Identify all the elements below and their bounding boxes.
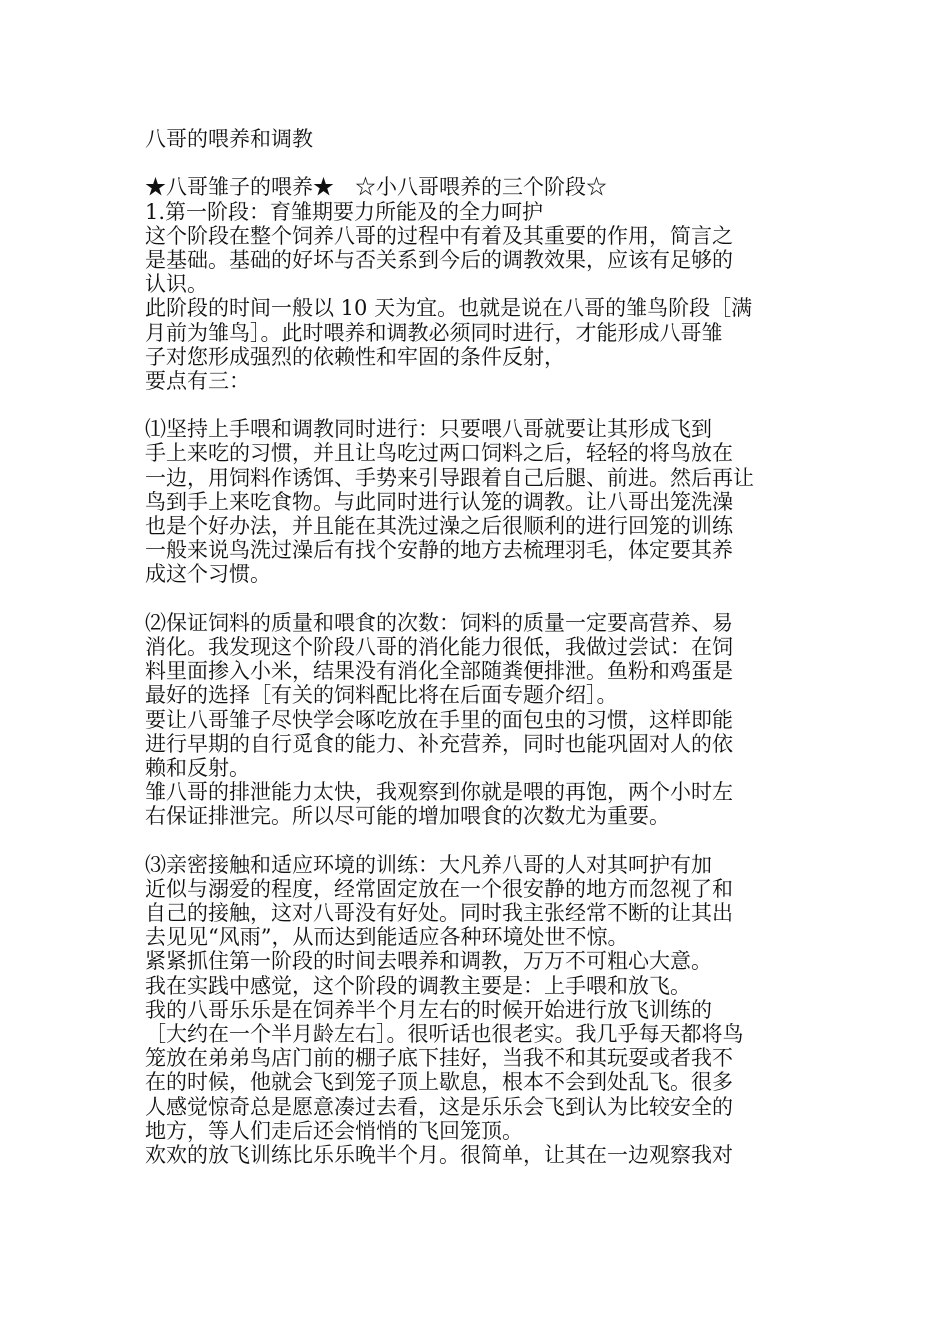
text-line: 料里面掺入小米，结果没有消化全部随粪便排泄。鱼粉和鸡蛋是 (145, 659, 733, 684)
text-line: 子对您形成强烈的依赖性和牢固的条件反射， (145, 344, 565, 369)
text-line: 紧紧抓住第一阶段的时间去喂养和调教，万万不可粗心大意。 (145, 949, 712, 974)
text-line: 成这个习惯。 (145, 562, 271, 587)
text-line: 一边，用饲料作诱饵、手势来引导跟着自己后腿、前进。然后再让 (145, 465, 754, 490)
text-line: 也是个好办法，并且能在其洗过澡之后很顺利的进行回笼的训练 (145, 514, 733, 538)
text-line: 我在实践中感觉，这个阶段的调教主要是：上手喂和放飞。 (145, 973, 691, 998)
text-line: 自己的接触，这对八哥没有好处。同时我主张经常不断的让其出 (145, 901, 733, 925)
text-line: 右保证排泄完。所以尽可能的增加喂食的次数尤为重要。 (145, 804, 670, 829)
text-line: 这个阶段在整个饲养八哥的过程中有着及其重要的作用，简言之 (145, 223, 733, 248)
text-line: 地方，等人们走后还会悄悄的飞回笼顶。 (145, 1118, 523, 1143)
text-line: ⑶亲密接触和适应环境的训练：大凡养八哥的人对其呵护有加 (145, 852, 712, 877)
text-line: 笼放在弟弟鸟店门前的棚子底下挂好，当我不和其玩耍或者我不 (145, 1046, 733, 1071)
text-line: 月前为雏鸟］。此时喂养和调教必须同时进行，才能形成八哥雏 (145, 320, 723, 345)
text-line: ★八哥雏子的喂养★ ☆小八哥喂养的三个阶段☆ (145, 175, 607, 200)
text-line: 最好的选择［有关的饲料配比将在后面专题介绍］。 (145, 683, 618, 708)
text-line: 进行早期的自行觅食的能力、补充营养，同时也能巩固对人的依 (145, 731, 733, 756)
text-line: 赖和反射。 (145, 755, 250, 780)
text-line: 人感觉惊奇总是愿意凑过去看，这是乐乐会飞到认为比较安全的 (145, 1094, 733, 1119)
document-title: 八哥的喂养和调教 (145, 127, 313, 151)
blank-line (145, 587, 810, 611)
text-line: 一般来说鸟洗过澡后有找个安静的地方去梳理羽毛，体定要其养 (145, 538, 733, 563)
text-line: 此阶段的时间一般以 10 天为宜。也就是说在八哥的雏鸟阶段［满 (145, 296, 753, 321)
text-line: 鸟到手上来吃食物。与此同时进行认笼的调教。让八哥出笼洗澡 (145, 489, 733, 514)
text-line: ⑵保证饲料的质量和喂食的次数：饲料的质量一定要高营养、易 (145, 610, 733, 635)
text-line: 我的八哥乐乐是在饲养半个月左右的时候开始进行放飞训练的 (145, 997, 712, 1022)
text-line: 是基础。基础的好坏与否关系到今后的调教效果，应该有足够的 (145, 247, 733, 272)
document-page (145, 127, 810, 1167)
text-line: ⑴坚持上手喂和调教同时进行：只要喂八哥就要让其形成飞到 (145, 417, 712, 442)
text-line: 近似与溺爱的程度，经常固定放在一个很安静的地方而忽视了和 (145, 876, 733, 901)
text-line: 雏八哥的排泄能力太快，我观察到你就是喂的再饱，两个小时左 (145, 780, 733, 805)
text-line: 消化。我发现这个阶段八哥的消化能力很低，我做过尝试：在饲 (145, 634, 733, 659)
text-line: 在的时候，他就会飞到笼子顶上歇息，根本不会到处乱飞。很多 (145, 1070, 733, 1095)
text-line: 要点有三： (145, 368, 250, 393)
text-line: 手上来吃的习惯，并且让鸟吃过两口饲料之后，轻轻的将鸟放在 (145, 441, 733, 466)
text-line: 去见见“风雨”，从而达到能适应各种环境处世不惊。 (145, 925, 629, 950)
text-line: 要让八哥雏子尽快学会啄吃放在手里的面包虫的习惯，这样即能 (145, 707, 733, 732)
blank-line (145, 828, 810, 852)
text-line: 认识。 (145, 272, 208, 297)
blank-line (145, 393, 810, 417)
document-body (145, 175, 810, 1167)
text-line: ［大约在一个半月龄左右］。很听话也很老实。我几乎每天都将鸟 (145, 1021, 744, 1046)
text-line: 欢欢的放飞训练比乐乐晚半个月。很简单，让其在一边观察我对 (145, 1142, 733, 1167)
text-line: 1.第一阶段：育雏期要力所能及的全力呵护 (145, 199, 544, 224)
